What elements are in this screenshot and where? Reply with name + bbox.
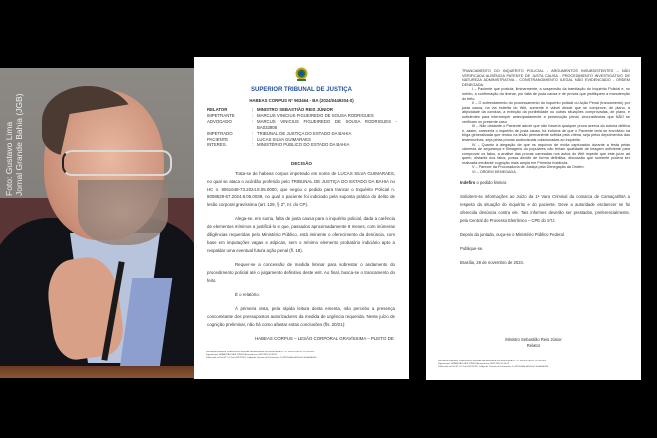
- beard: [78, 180, 168, 245]
- court-title: SUPERIOR TRIBUNAL DE JUSTIÇA: [251, 87, 352, 93]
- credit-line: Jornal Grande Bahia (JGB): [14, 93, 24, 196]
- signer-name: Ministro Sebastião Reis Júnior: [505, 337, 562, 342]
- footer-line: Publicação no DJe/STJ nº 4 de 02/12/2024. Código de Controle do Documento: 7cc8f7f2-8d4b-4b5f-b5a7-0e6d0f4b39fc: [438, 365, 549, 368]
- field-value: LUCAS SILVA GUIMARAES: [257, 136, 311, 142]
- paragraph: É o relatório.: [235, 291, 260, 297]
- field-row: IMPETRANTE : MARCUS VINICIUS FIGUEIREDO DE SOUSA RODRIGUES: [207, 113, 397, 119]
- ementa-block: [462, 69, 630, 175]
- paragraph: Solicitem-se informações ao Juízo da 1ª Vara Criminal da comarca de Camaçari/BA a respeito da situação do inquérito e do paciente. Deve a autoridade esclarecer se foi oferecida denúncia contra ele. Tais informes deverão ser prestados, preferencialmente, pela Central do Processo Eletrônico – CPE do STJ.: [460, 194, 630, 223]
- field-label: IMPETRANTE: [207, 112, 235, 118]
- field-label: ADVOGADO: [207, 118, 232, 124]
- paragraph: HABEAS CORPUS – LESÃO CORPORAL GRAVÍSSIMA – PLEITO DE: [255, 336, 394, 342]
- footer-line: Documento eletrônico VDA44498556 assinado eletronicamente nos termos do Art.1º §2º inciso III da Lei 11.419/2006: [206, 351, 314, 353]
- field-value: MARCUS VINICIUS FIGUEIREDO DE SOUSA RODRIGUES: [257, 112, 374, 118]
- paragraph: Depois da juntada, ouça-se o Ministério Público Federal.: [460, 232, 565, 237]
- footer-line: Publicação no DJe/STJ nº 4 de 02/12/2024. Código de Controle do Documento: 7cc8f7f2-8d4b-4b5f-b5a7-0e6d0f4b39fc: [206, 356, 317, 359]
- signature-block: [426, 337, 641, 349]
- field-value: MINISTRO SEBASTIÃO REIS JÚNIOR: [257, 107, 333, 112]
- ementa-item: VI – ORDEM DENEGADA.: [472, 170, 517, 175]
- ementa-item: IV – Quanto à alegação de que os arquivos de mídia capturados durante a festa pelas câmeras de segurança e filmagens do populares não teriam qualidade de imagem suficiente para comprovar os fatos, a análise das provas carreadas nos autos do Writ impede que este juízo ad quem, distante dos fatos, possa decidir de forma definitiva, discussão que somente poderá ser realizada mediante cognição mais ampla em Primeira Instância.: [462, 142, 630, 165]
- field-row: INTERES. : MINISTÉRIO PÚBLICO DO ESTADO DA BAHIA: [207, 142, 397, 148]
- paragraph: Requer-se a concessão de medida liminar para sobrestar o andamento do procedimento policial até o julgamento definitivo deste writ. Ao final, busca-se o trancamento do feito.: [207, 261, 395, 283]
- field-label: IMPETRADO: [207, 130, 233, 136]
- field-label: PACIENTE: [207, 136, 229, 142]
- ementa-item: V – Parecer da Procuradoria de Justiça pela Denegação da Ordem.: [472, 165, 585, 170]
- field-row: RELATOR : MINISTRO SEBASTIÃO REIS JÚNIOR: [207, 107, 397, 113]
- field-row: IMPETRADO : TRIBUNAL DE JUSTIÇA DO ESTADO DA BAHIA: [207, 131, 397, 137]
- decision-heading: DECISÃO: [291, 161, 312, 166]
- wooden-desk: [0, 366, 194, 378]
- ruling-bold: Indefiro: [460, 180, 476, 185]
- footer-line: Signatário(a): SEBASTIÃO REIS JÚNIOR Assinado em: 28/11/2024 19:34:05: [438, 362, 510, 365]
- field-value: MARCUS VINICIUS FIGUEIREDO DE SOUSA RODRIGUES - BA033908: [257, 118, 397, 130]
- field-label: INTERES.: [207, 142, 227, 148]
- ementa-item: III – Não obstante o Paciente aduzir que não haveria qualquer prova acerca da autoria delitiva e, assim, careceria o inquérito de justa causa, há indícios de que o Paciente teria se envolvido na briga generalizada que restou na lesão permanente sofrida pela vítima, seja pelos depoimentos das testemunhas, seja pelas provas audiovisuais colacionadas ao inquérito.: [462, 124, 630, 142]
- field-row: ADVOGADO : MARCUS VINICIUS FIGUEIREDO DE SOUSA RODRIGUES - BA033908: [207, 118, 397, 130]
- signature-footer: [438, 360, 628, 368]
- decision-body: [460, 179, 630, 273]
- footer-line: Signatário(a): SEBASTIÃO REIS JÚNIOR Assinado em: 28/11/2024 19:34:05: [206, 353, 278, 356]
- paragraph: Publique-se.: [460, 246, 484, 251]
- case-fields: [207, 107, 397, 148]
- decision-page-1: [194, 57, 409, 379]
- brazil-coat-of-arms-icon: [295, 67, 308, 82]
- date-line: Brasília, 28 de novembro de 2024.: [460, 260, 525, 265]
- decision-page-2: [426, 57, 641, 380]
- credit-line: Foto: Gustavo Lima: [4, 121, 14, 196]
- field-label: RELATOR: [207, 107, 228, 112]
- paragraph: À primeira vista, pela rápida leitura desta ementa, não percebo a presença concomitante dos pressupostos autorizadores da medida de urgência requerida. Neste juízo de cognição preliminar, não há como afastar estas conclusões (fls. 20/21):: [207, 306, 395, 327]
- footer-line: Documento eletrônico VDA44498556 assinado eletronicamente nos termos do Art.1º §2º inciso III da Lei 11.419/2006: [438, 360, 546, 362]
- field-row: PACIENTE : LUCAS SILVA GUIMARAES: [207, 137, 397, 143]
- field-value: TRIBUNAL DE JUSTIÇA DO ESTADO DA BAHIA: [257, 130, 352, 136]
- ementa-item: II – O sobrestamento do processamento do inquérito policial ou Ação Penal (trancamento) por justa causa, na via estreita do Writ, somente é viável desde que se comprove, de plano, a atipicidade da conduta, a extinção da punibilidade ou outras situações comprovadas, de plano, e suficientes para interromper antecipadamente a persecução penal, circunstâncias que NÃO se verificam no presente caso.: [462, 101, 630, 124]
- judge-photo: [0, 68, 194, 378]
- paragraph: Trata-se de habeas corpus impetrado em nome de LUCAS SILVA GUIMARAES, no qual se ataca o acórdão proferido pelo TRIBUNAL DE JUSTIÇA DO ESTADO DA BAHIA no HC n. 8051648-73.2024.8.05.0000, que negou o pedido para trancar o Inquérito Policial n. 8008629-57.2024.8.05.0039, no qual o paciente foi indiciado pela suposta prática do delito de lesão corporal gravíssima (art. 129, § 2º, III, do CP).: [207, 171, 395, 208]
- glasses: [62, 150, 172, 176]
- ruling-text: o pedido liminar.: [475, 180, 508, 185]
- ementa-item: I – Paciente que postula, liminarmente, a suspensão da tramitação do Inquérito Policial e, no mérito, a confirmação da liminar, por falta de justa causa e de provas que justifiquem a manutenção do feito.: [462, 87, 630, 101]
- paragraph: Alega-se, em suma, falta de justa causa para o inquérito policial, dada a carência de elementos mínimos a justificá-lo e que, passados aproximadamente 8 meses, com inúmeras diligências requeridas pelo Ministério Público, está iminente o oferecimento da denúncia, com base em imputações vagas e atípicas, sem o mínimo elemento probatório indiciário apto a respaldar uma eventual futura ação penal (fl. 18).: [207, 216, 395, 253]
- photo-credit: [4, 93, 24, 196]
- case-number: HABEAS CORPUS Nº 963464 - BA (2024/0449204-0): [249, 98, 354, 103]
- ruling: [460, 179, 630, 187]
- ementa-heading: TRANCAMENTO DO INQUÉRITO POLICIAL - ARGUMENTOS INSUBSISTENTES – NÃO VERIFICADA AUSÊNCIA PATENTE DE JUSTA CAUSA - PROCEDIMENTO INVESTIGATIVO DE NATUREZA ADMINISTRATIVA - CONSTRANGIMENTO ILEGAL NÃO EVIDENCIADO - ORDEM DENEGADA.: [462, 69, 630, 87]
- signer-role: Relator: [526, 343, 541, 348]
- decision-body: [207, 170, 395, 349]
- field-value: MINISTÉRIO PÚBLICO DO ESTADO DA BAHIA: [257, 142, 350, 148]
- signature-footer: [206, 351, 396, 359]
